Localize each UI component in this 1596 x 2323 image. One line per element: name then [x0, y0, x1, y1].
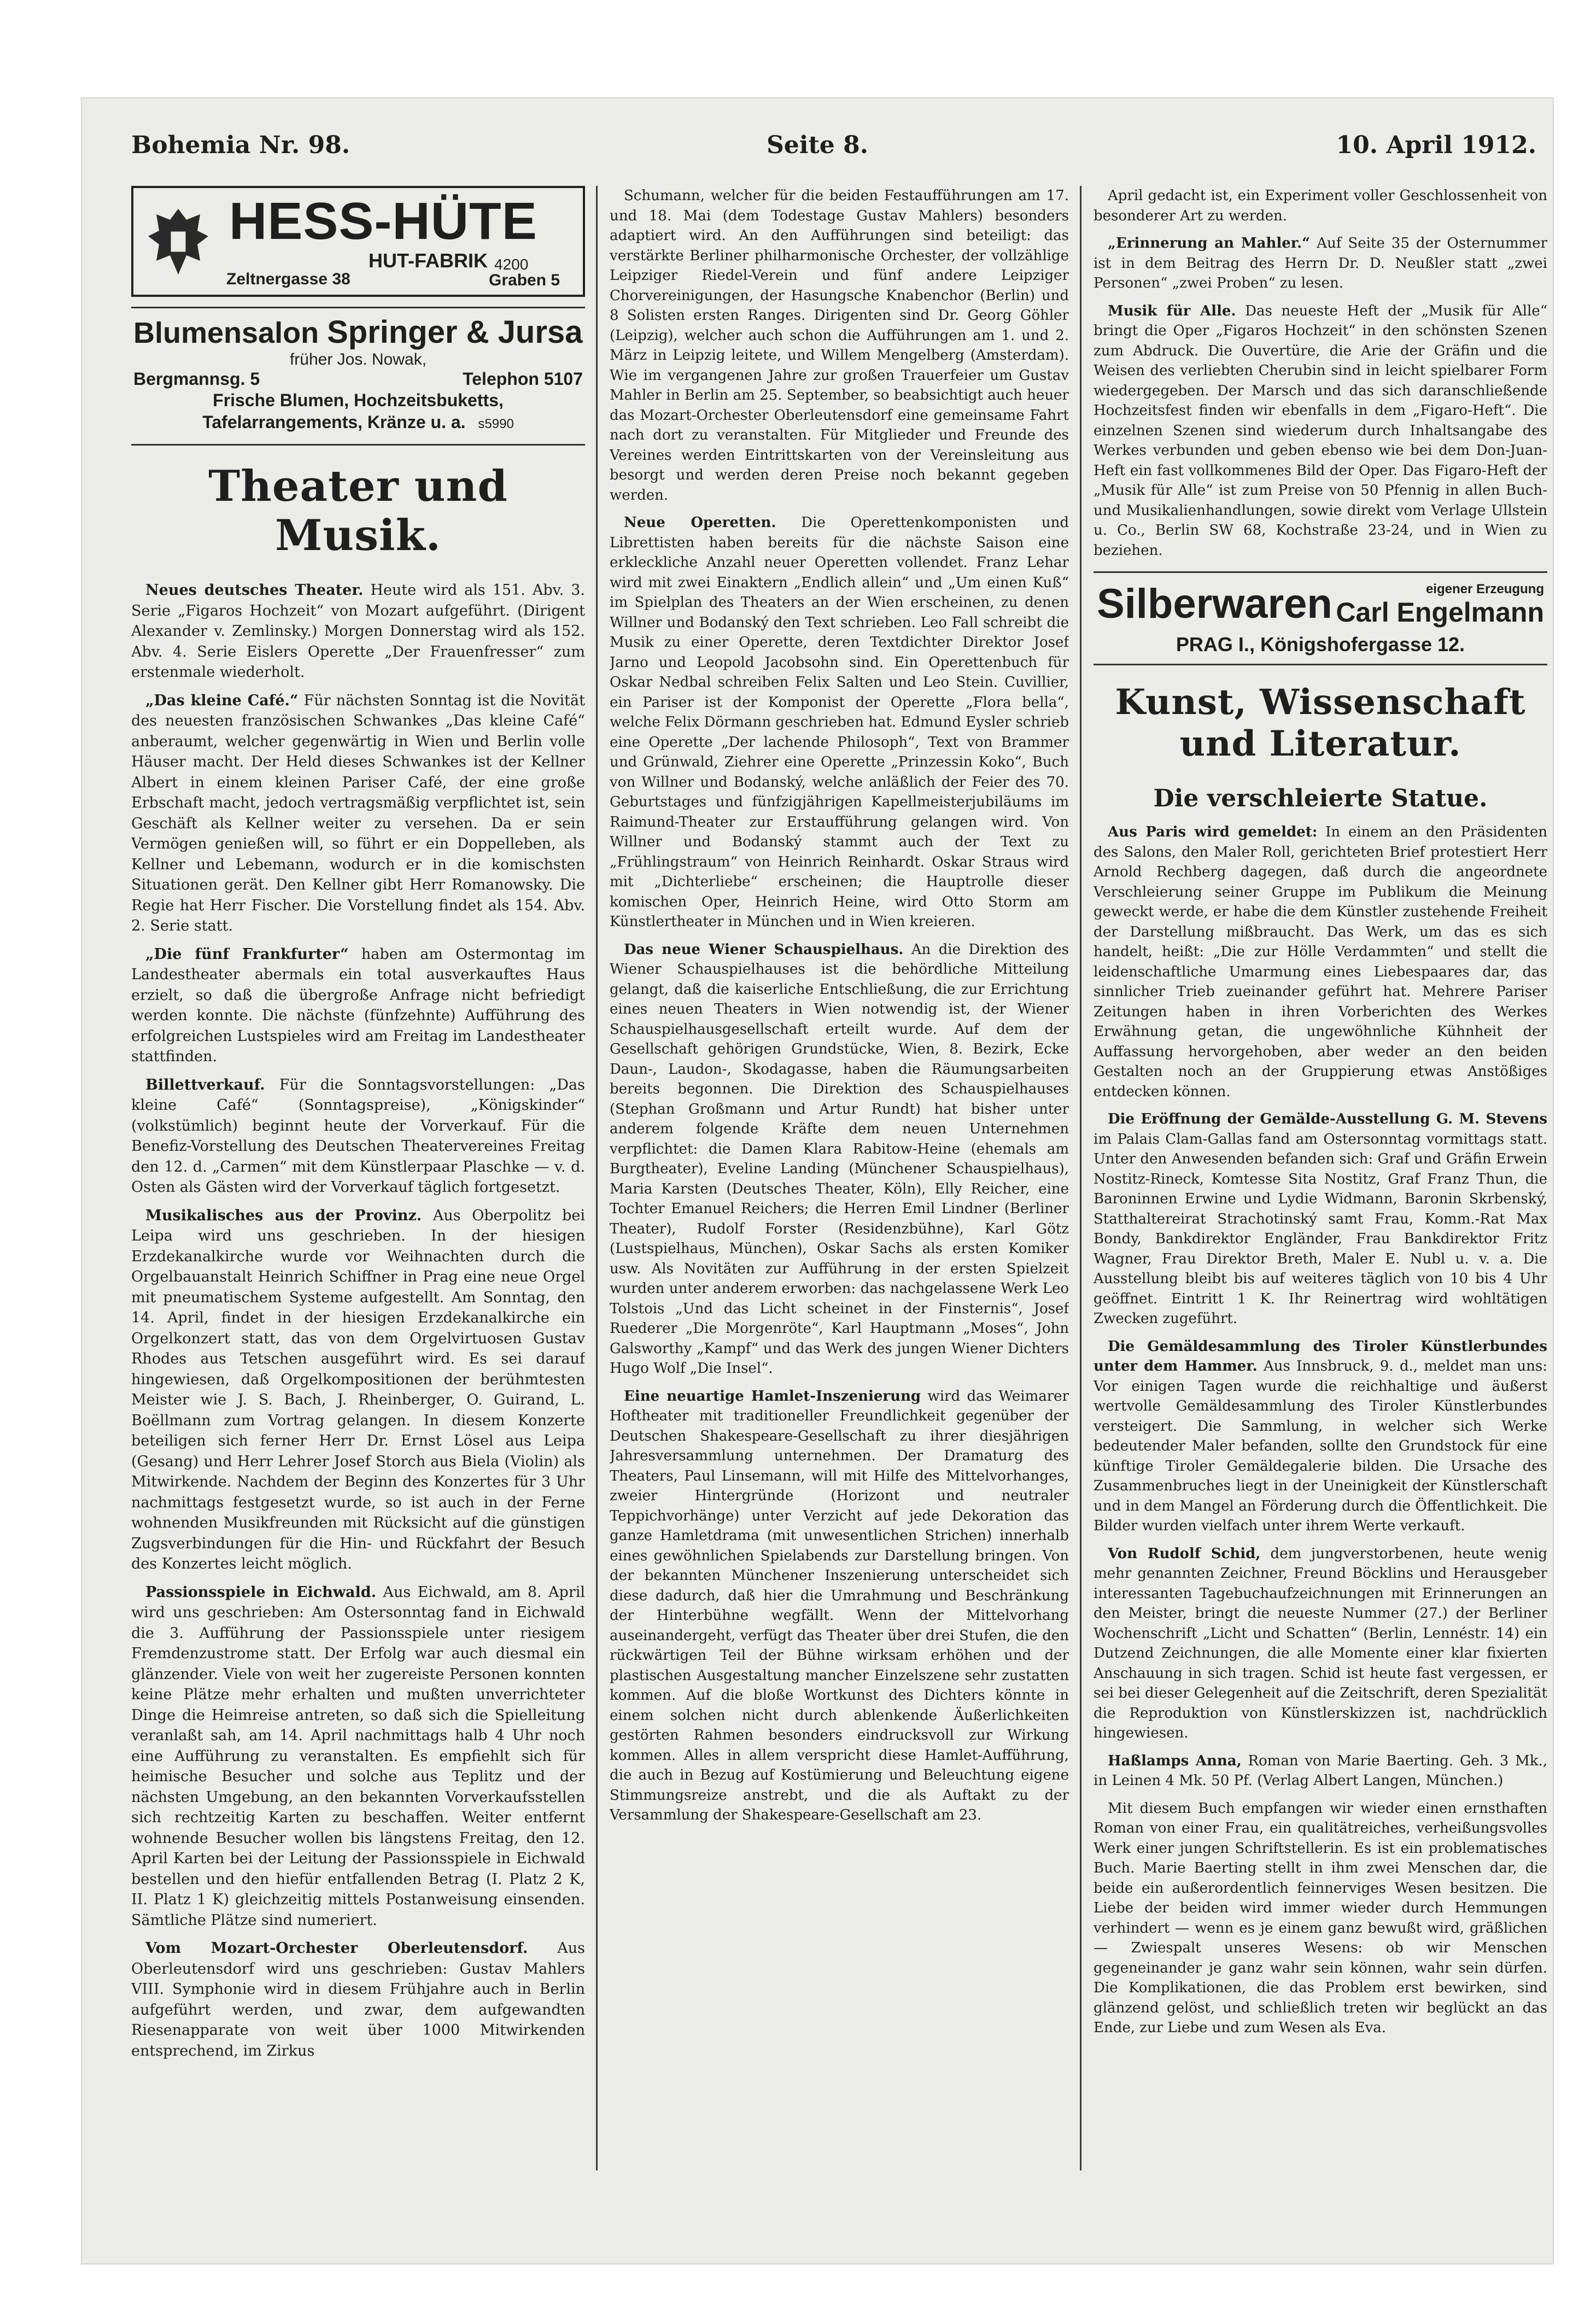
article-paragraph [131, 691, 585, 937]
blumen-offer-text: Frische Blumen, Hochzeitsbuketts, Tafelarrangements, Kränze u. a. [202, 390, 504, 432]
blumen-code: s5990 [478, 417, 514, 431]
article-text: Für nächsten Sonntag ist die Novität des neuesten französischen Schwankes „Das kleine Café“ anberaumt, welcher gegenwärtig in Wien und Berlin volle Häuser macht. Der Held dieses Schwankes ist der Kellner Albert in einem kleinen Pariser Café, der eine große Erbschaft macht, jedoch vertragsmäßig verpflichtet ist, sein Geschäft als Kellner weiter zu versehen. Da er sein Vermögen genießen will, so führt er ein Doppelleben, als Kellner und Lebemann, wodurch er in die komischsten Situationen gerät. Den Kellner gibt Herr Romanowsky. Die Regie hat Herr Fischer. Die Vorstellung findet als 154. Abv. 2. Serie statt. [131, 692, 585, 934]
article-paragraph [1094, 301, 1547, 561]
column-1 [131, 186, 585, 2170]
article-paragraph [1094, 1799, 1547, 2038]
article-paragraph [1094, 1544, 1547, 1743]
article-heading: Die Eröffnung der Gemälde-Ausstellung G. M. Stevens [1108, 1111, 1547, 1127]
column-3-articles-bottom [1094, 822, 1547, 2038]
article-heading: Das neue Wiener Schauspielhaus. [624, 941, 904, 958]
article-heading: Die Gemäldesammlung des Tiroler Künstlerbundes unter dem Hammer. [1094, 1338, 1547, 1374]
article-paragraph [1094, 1109, 1547, 1329]
silber-firm-block [1336, 582, 1544, 628]
issue-label: Bohemia Nr. 98. [131, 131, 350, 159]
section-title-theater: Theater und Musik. [208, 461, 508, 560]
silber-firm: Carl Engelmann [1336, 597, 1544, 628]
article-paragraph [610, 940, 1069, 1379]
article-heading: „Das kleine Café.“ [145, 692, 299, 709]
article-paragraph [610, 513, 1069, 932]
page-number: Seite 8. [766, 131, 869, 159]
article-text: dem jungverstorbenen, heute wenig mehr genannten Zeichner, Freund Böcklins und Herausgeber interessanten Tagebuchaufzeichnungen mit Erinnerungen an den Meister, bringt die neueste Nummer (27.) der Berliner Wochenschrift „Licht und Schatten“ (Berlin, Lennéstr. 14) ein Dutzend Zeichnungen, die alle Momente einer klar fixierten Anschauung in sich tragen. Schid ist heute fast vergessen, er sei bei dieser Gelegenheit auf die Zeitschrift, deren Spezialität die Reproduktion von Künstlerskizzen ist, nachdrücklich hingewiesen. [1094, 1545, 1547, 1741]
article-heading: Musikalisches aus der Provinz. [145, 1207, 422, 1224]
article-text: Für die Sonntagsvorstellungen: „Das kleine Café“ (Sonntagspreise), „Königskinder“ (volkstümlich) beginnt heute der Vorverkauf. Für die Benefiz-Vorstellung des Deutschen Theatervereines Freitag den 12. d. „Carmen“ mit dem Künstlerpaar Plaschke — v. d. Osten als Gästen wird der Vorverkauf täglich fortgesetzt. [131, 1076, 585, 1196]
newspaper-page [82, 98, 1553, 2263]
article-heading: Vom Mozart-Orchester Oberleutensdorf. [145, 1940, 528, 1957]
article-text: Schumann, welcher für die beiden Festaufführungen am 17. und 18. Mai (dem Todestage Gustav Mahlers) besonders adaptiert wird. An den Aufführungen sind beteiligt: das verstärkte Berliner philharmonische Orchester, der vollzählige Leipziger Riedel-Verein und fünf andere Leipziger Chorvereinigungen, der Hasungsche Knabenchor (Berlin) und 8 Solisten ersten Ranges. Dirigenten sind Dr. Georg Göhler (Leipzig), welcher auch schon die Aufführungen am 1. und 2. März in Leipzig leitete, und Willem Mengelberg (Amsterdam). Wie im vergangenen Jahre zur großen Trauerfeier um Gustav Mahler in Berlin am 25. September, so beabsichtigt auch heuer das Mozart-Orchester Oberleutensdorf eine gemeinsame Fahrt nach dort zu veranstalten. Für Mitglieder und Freunde des Vereines werden Eintrittskarten von der Vereinsleitung aus besorgt und werden deren Preise noch bekannt gegeben werden. [610, 188, 1069, 504]
blumen-title-a: Blumensalon [133, 317, 319, 349]
article-text: Aus Oberpolitz bei Leipa wird uns geschrieben. In der hiesigen Erzdekanalkirche wurde vor Weihnachten durch die Orgelbauanstalt Heinrich Schiffner in Prag eine neue Orgel mit pneumatischem Systeme aufgestellt. Am Sonntag, den 14. April, findet in der hiesigen Erzdekanalkirche ein Orgelkonzert statt, das von dem Orgelvirtuosen Gustav Rhodes aus Tetschen ausgeführt wird. Es sei darauf hingewiesen, daß Orgelkompositionen der berühmtesten Meister wie J. S. Bach, J. Rheinberger, O. Guirand, L. Boëllmann zum Vortrag gelangen. In diesem Konzerte beteiligen sich ferner Herr Dr. Ernst Lösel aus Leipa (Gesang) und Herr Lehrer Josef Storch aus Biela (Violin) als Mitwirkende. Nachdem der Beginn des Konzertes für 3 Uhr nachmittags festgesetzt wurde, so ist auch in der Ferne wohnenden Musikfreunden mit Rücksicht auf die günstigen Zugsverbindungen für die Hin- und Rückfahrt der Besuch des Konzertes leicht möglich. [131, 1207, 585, 1572]
article-text: In einem an den Präsidenten des Salons, den Maler Roll, gerichteten Brief protestiert Herr Arnold Rechberg dagegen, daß durch die angeordnete Verschleierung seiner Gruppe im Publikum die Meinung geweckt werde, er habe die dem Künstler zustehende Freiheit der Darstellung mißbraucht. Das Werk, um das es sich handelt, heißt: „Die zur Hölle Verdammten“ und stellt die leidenschaftliche Umarmung eines Liebespaares dar, das sinnlicher Trieb zueinander geführt hat. Mehrere Pariser Zeitungen haben in ihren Vorberichten des Werkes Erwähnung getan, die ungewöhnliche Kühnheit der Auffassung hervorgehoben, aber weder an den beiden Gestalten noch an der Gruppierung etwas Anstößiges entdecken können. [1094, 824, 1547, 1100]
article-text: im Palais Clam-Gallas fand am Ostersonntag vormittags statt. Unter den Anwesenden befanden sich: Graf und Gräfin Erwein Nostitz-Rineck, Komtesse Sita Nostitz, Graf Franz Thun, die Baroninnen Erwine und Lydie Widmann, Baronin Skrbenský, Statthaltereirat Strachotinský samt Frau, Komm.-Rat Max Bondy, Bankdirektor Engländer, Frau Bankdirektor Fritz Wagner, Frau Direktor Breth, Maler E. Nubl u. v. a. Die Ausstellung bleibt bis auf weiteres täglich von 10 bis 4 Uhr geöffnet. Eintritt 1 K. Ihr Reinertrag wird wohltätigen Zwecken zugeführt. [1094, 1131, 1547, 1327]
article-text: Aus Eichwald, am 8. April wird uns geschrieben: Am Ostersonntag fand in Eichwald die 3. Aufführung der Passionsspiele unter riesigem Fremdenzustrome statt. Der Erfolg war auch diesmal ein glänzender. Viele von weit her zugereiste Personen konnten keine Plätze mehr erhalten und mußten unverrichteter Dinge die Heimreise antreten, so daß sich die Spielleitung veranlaßt sah, am 14. April nachmittags halb 4 Uhr noch eine Aufführung zu veranstalten. Es empfiehlt sich für heimische Besucher und solche aus Teplitz und der nächsten Umgebung, an den bekannten Vorverkaufsstellen sich rechtzeitig Karten zu beschaffen. Weiter entfernt wohnende Besucher wollen bis längstens Freitag, den 12. April Karten bei der Leitung der Passionsspiele in Eichwald bestellen und den hiefür entfallenden Betrag (I. Platz 2 K, II. Platz 1 K) gleichzeitig mittels Postanweisung einsenden. Sämtliche Plätze sind numeriert. [131, 1583, 585, 1929]
article-paragraph [131, 1582, 585, 1931]
article-paragraph [131, 1075, 585, 1198]
article-paragraph [1094, 822, 1547, 1102]
article-paragraph [131, 944, 585, 1067]
article-paragraph [1094, 1751, 1547, 1791]
article-paragraph [131, 1938, 585, 2061]
article-heading: Eine neuartige Hamlet-Inszenierung [624, 1388, 921, 1405]
eagle-crest-icon [145, 203, 211, 280]
article-text: Roman von Marie Baerting. Geh. 3 Mk., in Leinen 4 Mk. 50 Pf. (Verlag Albert Langen, München.) [1094, 1752, 1547, 1789]
article-text: Aus Oberleutensdorf wird uns geschrieben: Gustav Mahlers VIII. Symphonie wird in diesem Frühjahre auch in Berlin aufgeführt werden, und zwar, dem aufgewandten Riesenapparate von weit über 1000 Mitwirkenden entsprechend, im Zirkus [131, 1940, 585, 2059]
column-rule [1080, 186, 1081, 2170]
column-3-articles-top [1094, 186, 1547, 560]
blumen-title [133, 315, 583, 350]
article-heading: Musik für Alle. [1108, 302, 1236, 319]
blumen-former: früher Jos. Nowak, [289, 350, 427, 368]
article-heading: Passionsspiele in Eichwald. [145, 1583, 377, 1601]
hess-hute-ad [131, 186, 585, 297]
column-1-articles [131, 580, 585, 2061]
article-heading: Von Rudolf Schid, [1108, 1545, 1261, 1562]
section-title-kunst: Kunst, Wissenschaft und Literatur. [1115, 682, 1526, 764]
issue-date: 10. April 1912. [1336, 131, 1536, 159]
article-text: Mit diesem Buch empfangen wir wieder einen ernsthaften Roman von einer Frau, ein qualitätreiches, verheißungsvolles Werk einer jungen Schriftstellerin. Es ist ein problematisches Buch. Marie Baerting stellt in ihm zwei Menschen dar, die beide ein außerordentlich feinnerviges Wesen besitzen. Die Liebe der beiden wird immer wieder durch Hemmungen verhindert — wenn es je einem ganz bewußt wird, gräßlichen — Zwiespalt unseres Wesens: ob wir Menschen gegeneinander je ganz wahr sein können, wahr sein dürfen. Die Komplikationen, die das Problem erst bewirken, sind glänzend gelöst, und schließlich treten wir beglückt an das Ende, zur Liebe und zum Wesen als Eva. [1094, 1800, 1547, 2036]
hess-sub: HUT-FABRIK [369, 249, 488, 272]
blumen-address: Bergmannsg. 5 [133, 369, 260, 389]
column-2-articles [610, 186, 1069, 1825]
article-heading: Neue Operetten. [624, 514, 776, 531]
article-paragraph [1094, 1337, 1547, 1536]
hess-address-2: Graben 5 [489, 271, 560, 289]
article-title-statue: Die verschleierte Statue. [1153, 785, 1488, 812]
article-paragraph [610, 186, 1069, 505]
article-heading: Billettverkauf. [145, 1076, 265, 1093]
article-text: Aus Innsbruck, 9. d., meldet man uns: Vor einigen Tagen wurde die reichhaltige und äußerst wertvolle Gemäldesammlung des Tiroler Künstlerbundes versteigert. Die Sammlung, in welcher sich Werke bedeutender Maler befanden, sollte den Grundstock für eine künftige Tiroler Gemäldegalerie bilden. Die Ursache des Zusammenbruches liegt in der Uneinigkeit der Künstlerschaft und in dem Mangel an Förderung durch die Öffentlichkeit. Die Bilder wurden vielfach unter ihrem Werte verkauft. [1094, 1358, 1547, 1534]
article-text: haben am Ostermontag im Landestheater abermals ein total ausverkauftes Haus erzielt, so daß die übergroße Anfrage nicht befriedigt werden konnte. Die nächste (fünfzehnte) Aufführung des erfolgreichen Lustspieles wird am Freitag im Landestheater stattfinden. [131, 945, 585, 1065]
silber-row [1097, 581, 1544, 628]
column-2 [610, 186, 1069, 2170]
article-text: An die Direktion des Wiener Schauspielhauses ist die behördliche Mitteilung gelangt, daß die kaiserliche Entschließung, die zur Errichtung eines neuen Theaters in Wien notwendig ist, der Wiener Schauspielhausgesellschaft erteilt wurde. Auf dem der Gesellschaft gehörigen Grundstücke, Wien, 8. Bezirk, Ecke Daun-, Laudon-, Skodagasse, haben die Räumungsarbeiten bereits begonnen. Die Direktion des Schauspielhauses (Stephan Großmann und Artur Rundt) hat bisher unter anderem folgende Kräfte dem neuen Unternehmen verpflichtet: die Damen Klara Rabitow-Heine (ehemals am Burgtheater), Eveline Landing (Münchener Schauspielhaus), Maria Karsten (Deutsches Theater, Köln), Elly Reicher, eine Tochter Emanuel Reichers; die Herren Emil Lindner (Berliner Theater), Rudolf Forster (Residenzbühne), Karl Götz (Lustspielhaus, München), Oskar Sachs als ersten Komiker usw. Als Novitäten zur Aufführung in der ersten Spielzeit wurden unter anderem erworben: das nachgelassene Werk Leo Tolstois „Und das Licht scheinet in der Finsternis“, Josef Ruederer „Die Morgenröte“, Karl Hauptmann „Moses“, John Galsworthy „Kampf“ und das Werk des jungen Wiener Dichters Hugo Wolf „Die Insel“. [610, 941, 1069, 1377]
hess-address-1: Zeltnergasse 38 [226, 270, 350, 288]
silber-name: Silberwaren [1097, 581, 1332, 627]
article-heading: „Erinnerung an Mahler.“ [1108, 235, 1311, 251]
article-heading: „Die fünf Frankfurter“ [145, 945, 349, 963]
article-text: Heute wird als 151. Abv. 3. Serie „Figaros Hochzeit“ von Mozart aufgeführt. (Dirigent Alexander v. Zemlinsky.) Morgen Donnerstag wird als 152. Abv. 4. Serie Eislers Operette „Der Frauenfresser“ zum erstenmale wiederholt. [131, 582, 585, 681]
article-paragraph [610, 1386, 1069, 1825]
hess-name: HESS-HÜTE [229, 192, 537, 250]
article-heading: Aus Paris wird gemeldet: [1108, 824, 1318, 840]
article-text: wird das Weimarer Hoftheater mit traditioneller Freundlichkeit gegenüber der Deutschen Shakespeare-Gesellschaft zu ihrer diesjährigen Jahresversammlung unternehmen. Der Dramaturg des Theaters, Paul Linsemann, will mit Hilfe des Mittelvorhanges, zweier Hintergründe (Horizont und neutraler Teppichvorhänge) unter Verzicht auf jede Dekoration das ganze Hamletdrama (mit unwesentlichen Strichen) innerhalb eines gewöhnlichen Spielabends zur Darstellung bringen. Von der bekannten Münchener Inszenierung unterscheidet sich diese dadurch, daß hier die Umrahmung und Beschränkung der Hinterbühne wegfällt. Wenn der Mittelvorhang auseinandergeht, verfügt das Theater über drei Stufen, die den rückwärtigen Teil der Bühne wirksam erhöhen und der plastischen Ausgestaltung mancher Einzelszene sehr zustatten kommen. Auf die bloße Wortkunst des Dichters könnte in einem solchen nicht durch ablenkende Äußerlichkeiten gestörten Rahmen besonders eindrucksvoll zur Wirkung kommen. Alles in allem verspricht diese Hamlet-Aufführung, die auch in Bezug auf Kostümierung und Beleuchtung eigene Stimmungsreize anstrebt, und die als Auftakt zu der Versammlung der Shakespeare-Gesellschaft am 23. [610, 1388, 1069, 1823]
article-text: April gedacht ist, ein Experiment voller Geschlossenheit von besonderer Art zu werden. [1094, 188, 1547, 224]
article-text: Das neueste Heft der „Musik für Alle“ bringt die Oper „Figaros Hochzeit“ in den schönsten Szenen zum Abdruck. Die Ouvertüre, die Arie der Gräfin und die Weisen des verliebten Cherubin sind in leicht spielbarer Form wiedergegeben. Der Marsch und das sich daranschließende Hochzeitsfest finden wir ebenfalls in dem „Figaro-Heft“. Die einzelnen Szenen sind wiederum durch Inhaltsangabe des Werkes verbunden und geben ebenso wie bei dem Don-Juan-Heft ein fast vollkommenes Bild der Oper. Das Figaro-Heft der „Musik für Alle“ ist zum Preise von 50 Pfennig in allen Buch- und Musikalienhandlungen, sowie direkt vom Verlage Ullstein u. Co., Berlin SW 68, Kochstraße 23-24, und in Wien zu beziehen. [1094, 302, 1547, 559]
article-paragraph [1094, 186, 1547, 226]
blumensalon-ad [131, 307, 585, 446]
silber-eigen: eigener Erzeugung [1425, 582, 1544, 596]
article-paragraph [131, 1206, 585, 1575]
article-text: Die Operettenkomponisten und Librettisten haben bereits für die nächste Saison eine erkleckliche Anzahl neuer Operetten vollendet. Franz Lehar wird mit zwei Einaktern „Endlich allein“ und „Um einen Kuß“ im Spielplan des Theaters an der Wien erscheinen, zu denen Willner und Bodanský den Text schrieben. Leo Fall schreibt die Musik zu einer Operette, deren Textdichter Direktor Josef Jarno und Leopold Jacobsohn sind. Ein Operettenbuch für Oskar Nedbal schreiben Felix Salten und Leo Stein. Cuvillier, ein Pariser ist der Komponist der Operette „Flora bella“, welche Felix Dörmann geschrieben hat. Edmund Eysler schrieb eine Operette „Der lachende Philosoph“, Text von Brammer und Grünwald, Ziehrer eine Operette „Prinzessin Koko“, Buch von Willner und Bodanský, welche anläßlich der Feier des 70. Geburtstages und fünfzigjährigen Kapellmeisterjubiläums im Raimund-Theater zur Erstaufführung gelangen wird. Von Willner und Bodanský stammt auch der Text zu „Frühlingstraum“ von Heinrich Reinhardt. Oskar Straus wird mit „Dichterliebe“ erscheinen; die Hauptrolle dieser komischen Oper, Heinrich Heine, wird Otto Storm am Künstlertheater in München und in Wien kreieren. [610, 514, 1069, 930]
blumen-offer [133, 389, 583, 435]
column-rule [596, 186, 598, 2170]
article-paragraph [1094, 233, 1547, 294]
article-heading: Neues deutsches Theater. [145, 582, 364, 599]
blumen-contact [133, 369, 583, 389]
hess-phone: 4200 [494, 256, 529, 273]
blumen-phone: Telephon 5107 [463, 369, 583, 389]
column-3 [1094, 186, 1547, 2170]
silberwaren-ad [1094, 571, 1547, 665]
article-text: Auf Seite 35 der Osternummer ist in dem Beitrag des Herrn Dr. D. Neußler statt „zwei Personen“ „zwei Proben“ zu lesen. [1094, 235, 1547, 291]
article-heading: Haßlamps Anna, [1108, 1752, 1242, 1769]
silber-address: PRAG I., Königshofergasse 12. [1176, 633, 1465, 656]
page-header [82, 131, 1553, 169]
blumen-title-b: Springer & Jursa [327, 314, 583, 350]
article-paragraph [131, 580, 585, 683]
